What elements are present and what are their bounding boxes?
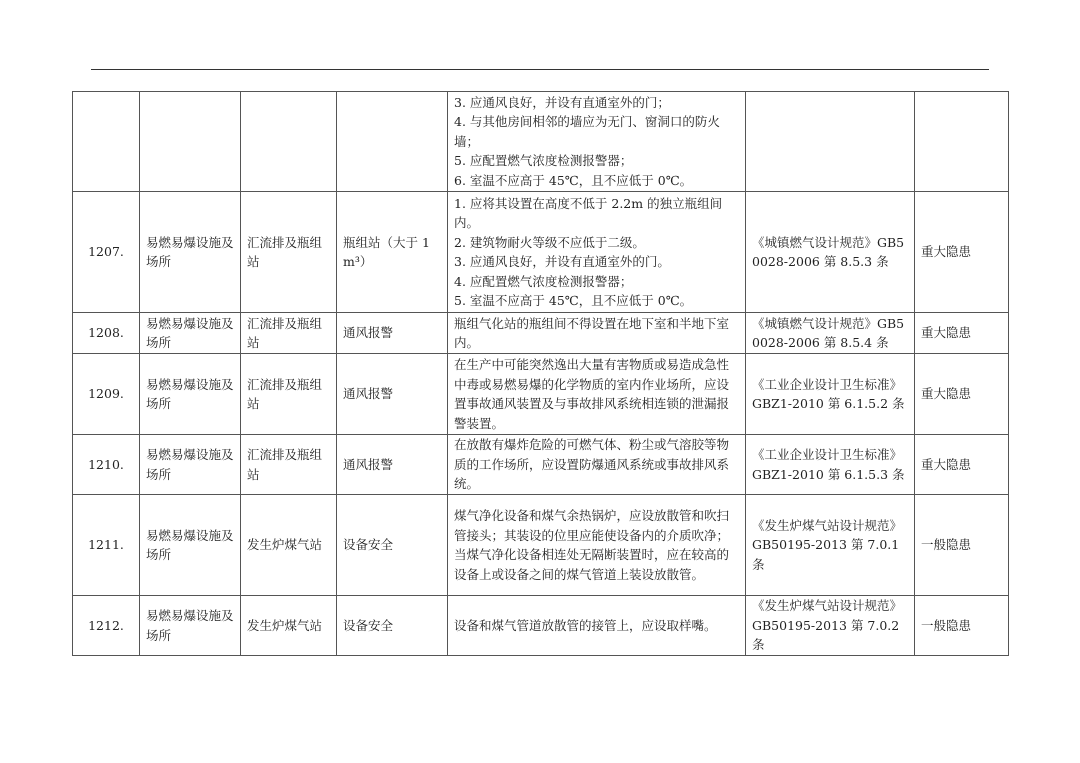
row-number: 1207.	[73, 192, 140, 313]
level-cell	[915, 92, 1009, 192]
table-row	[73, 192, 1009, 313]
requirement-cell: 设备和煤气管道放散管的接管上，应设取样嘴。	[448, 596, 746, 656]
row-number: 1210.	[73, 435, 140, 495]
basis-cell: 《发生炉煤气站设计规范》GB50195-2013 第 7.0.1 条	[746, 495, 915, 596]
level-cell: 一般隐患	[915, 596, 1009, 656]
requirement-cell	[448, 192, 746, 313]
level-cell: 一般隐患	[915, 495, 1009, 596]
row-number: 1208.	[73, 313, 140, 354]
row-number: 1211.	[73, 495, 140, 596]
requirement-cell: 在放散有爆炸危险的可燃气体、粉尘或气溶胶等物质的工作场所，应设置防爆通风系统或事故排风系统。	[448, 435, 746, 495]
requirement-cell: 煤气净化设备和煤气余热锅炉，应设放散管和吹扫管接头；其装设的位里应能使设备内的介质吹净；当煤气净化设备相连处无隔断装置时，应在较高的设备上或设备之间的煤气管道上装设放散管。	[448, 495, 746, 596]
requirement-line: 4. 应配置燃气浓度检测报警器；	[454, 273, 633, 289]
category-cell: 易燃易爆设施及场所	[140, 435, 241, 495]
item-cell: 通风报警	[337, 435, 448, 495]
category-cell: 易燃易爆设施及场所	[140, 354, 241, 435]
requirement-line: 1. 应将其设置在高度不低于 2.2m 的独立瓶组间内。	[454, 195, 723, 230]
basis-cell: 《城镇燃气设计规范》GB50028-2006 第 8.5.3 条	[746, 192, 915, 313]
item-cell: 瓶组站（大于 1m³）	[337, 192, 448, 313]
item-cell: 设备安全	[337, 596, 448, 656]
row-number	[73, 92, 140, 192]
facility-cell: 发生炉煤气站	[241, 596, 337, 656]
facility-cell	[241, 92, 337, 192]
item-cell: 通风报警	[337, 313, 448, 354]
requirement-line: 2. 建筑物耐火等级不应低于二级。	[454, 234, 645, 250]
item-cell	[337, 92, 448, 192]
requirement-line: 4. 与其他房间相邻的墙应为无门、窗洞口的防火墙；	[454, 114, 720, 149]
basis-cell	[746, 92, 915, 192]
category-cell: 易燃易爆设施及场所	[140, 596, 241, 656]
requirement-line: 3. 应通风良好，并设有直通室外的门。	[454, 254, 670, 269]
level-cell: 重大隐患	[915, 435, 1009, 495]
facility-cell: 发生炉煤气站	[241, 495, 337, 596]
level-cell: 重大隐患	[915, 313, 1009, 354]
item-cell: 设备安全	[337, 495, 448, 596]
requirement-line: 3. 应通风良好，并设有直通室外的门；	[454, 94, 670, 110]
requirement-line: 6. 室温不应高于 45℃，且不应低于 0℃。	[454, 172, 693, 188]
basis-cell: 《工业企业设计卫生标准》GBZ1-2010 第 6.1.5.3 条	[746, 435, 915, 495]
level-cell: 重大隐患	[915, 354, 1009, 435]
hazard-table	[72, 91, 1009, 656]
item-cell: 通风报警	[337, 354, 448, 435]
category-cell	[140, 92, 241, 192]
requirement-line: 5. 应配置燃气浓度检测报警器；	[454, 153, 633, 169]
facility-cell: 汇流排及瓶组站	[241, 313, 337, 354]
table-row	[73, 435, 1009, 495]
facility-cell: 汇流排及瓶组站	[241, 354, 337, 435]
level-cell: 重大隐患	[915, 192, 1009, 313]
facility-cell: 汇流排及瓶组站	[241, 435, 337, 495]
requirement-line: 5. 室温不应高于 45℃，且不应低于 0℃。	[454, 293, 693, 308]
table-row	[73, 354, 1009, 435]
requirement-cell	[448, 92, 746, 192]
category-cell: 易燃易爆设施及场所	[140, 192, 241, 313]
table-row	[73, 92, 1009, 192]
basis-cell: 《发生炉煤气站设计规范》GB50195-2013 第 7.0.2 条	[746, 596, 915, 656]
row-number: 1212.	[73, 596, 140, 656]
category-cell: 易燃易爆设施及场所	[140, 313, 241, 354]
table-row	[73, 596, 1009, 656]
basis-cell: 《工业企业设计卫生标准》GBZ1-2010 第 6.1.5.2 条	[746, 354, 915, 435]
row-number: 1209.	[73, 354, 140, 435]
facility-cell: 汇流排及瓶组站	[241, 192, 337, 313]
table-row	[73, 313, 1009, 354]
header-rule	[91, 69, 989, 70]
table-row	[73, 495, 1009, 596]
requirement-cell: 在生产中可能突然逸出大量有害物质或易造成急性中毒或易燃易爆的化学物质的室内作业场所，应设置事故通风装置及与事故排风系统相连锁的泄漏报警装置。	[448, 354, 746, 435]
requirement-cell: 瓶组气化站的瓶组间不得设置在地下室和半地下室内。	[448, 313, 746, 354]
category-cell: 易燃易爆设施及场所	[140, 495, 241, 596]
basis-cell: 《城镇燃气设计规范》GB50028-2006 第 8.5.4 条	[746, 313, 915, 354]
